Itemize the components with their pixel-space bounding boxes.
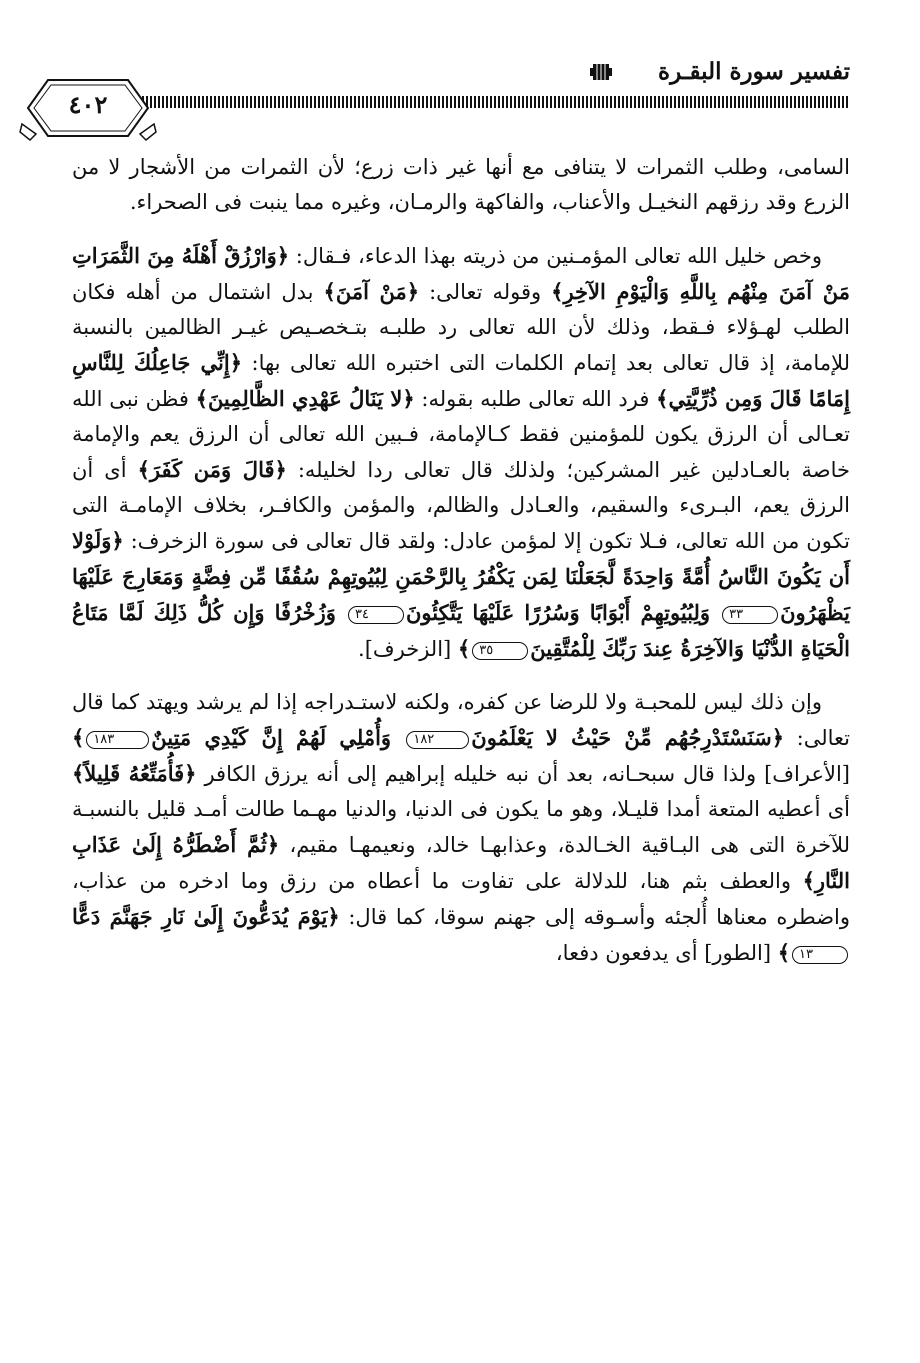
- quran-quote: ﴿يَوْمَ يُدَعُّونَ إِلَىٰ نَارِ جَهَنَّمَ دَعًّا: [72, 904, 340, 929]
- quran-quote: ﴿لا يَنَالُ عَهْدِي الظَّالِمِينَ﴾: [195, 386, 415, 411]
- verse-number: ٣٣: [722, 606, 778, 624]
- paragraph: [72, 685, 850, 971]
- page-body: [72, 150, 850, 989]
- body-text: وإن ذلك ليس للمحبـة ولا للرضا عن كفره، ولكنه لاستـدراجه إذا لم يرشد ويهتد كما قال تعالى:: [72, 690, 851, 750]
- body-text: السامى، وطلب الثمرات لا يتنافى مع أنها غير ذات زرع؛ لأن الثمرات من الأشجار لا من الزرع وقد رزقهم النخيـل والأعناب، والفاكهة والرمـان، وغيره مما ينبت فى الصحراء.: [72, 155, 850, 214]
- quran-quote: ﴿وَلَوْلا أَن يَكُونَ النَّاسُ أُمَّةً وَاحِدَةً لَّجَعَلْنَا لِمَن يَكْفُرُ بِالرَّحْمَنِ لِبُيُوتِهِمْ سُقُفًا مِّن فِضَّةٍ وَمَعَارِجَ عَلَيْهَا يَظْهَرُونَ: [72, 528, 850, 625]
- paragraph: [72, 238, 850, 667]
- quran-quote: ﴿إِنِّي جَاعِلُكَ لِلنَّاسِ إِمَامًا قَالَ وَمِن ذُرِّيَّتِي﴾: [72, 350, 851, 411]
- body-text: [الأعراف] ولذا قال سبحـانه، بعد أن نبه خليله إبراهيم إلى أنه يرزق الكافر: [196, 762, 850, 786]
- quran-quote: وَأُمْلِي لَهُمْ إِنَّ كَيْدِي مَتِينٌ: [151, 725, 405, 750]
- quran-quote: ﴿سَنَسْتَدْرِجُهُم مِّنْ حَيْثُ لا يَعْلَمُونَ: [471, 725, 785, 750]
- quran-quote: وَلِبُيُوتِهِمْ أَبْوَابًا وَسُرُرًا عَلَيْهَا يَتَّكِئُونَ: [405, 600, 721, 625]
- verse-number: ١٣: [792, 946, 848, 964]
- verse-number: ٣٥: [472, 642, 528, 660]
- page-number: ٤٠٢: [68, 90, 108, 119]
- verse-number: ٣٤: [348, 606, 404, 624]
- ornament-icon: [590, 62, 612, 82]
- body-text: [الزخرف].: [358, 637, 458, 661]
- body-text: فظن نبى الله تعـالى أن الرزق يكون للمؤمنين فقط كـالإمامة، فـبين الله تعالى أن الرزق يعم والإمامة خاصة بالعـادلين غير المشركين؛ ولذلك قال تعالى ردا لخليله:: [72, 387, 850, 482]
- quran-quote: ﴿قَالَ وَمَن كَفَرَ﴾: [137, 457, 287, 482]
- body-text: والعطف بثم هنا، للدلالة على تفاوت ما أعطاه من رزق وما ادخره من عذاب، واضطره معناها أُلجئه وأسـوقه إلى جهنم سوقا، كما قال:: [72, 869, 851, 929]
- quran-quote: ﴿فَأُمَتِّعُهُ قَلِيلاً﴾: [72, 761, 197, 786]
- body-text: أى أعطيه المتعة أمدا قليـلا، وهو ما يكون فى الدنيا، والدنيا مهـما طالت أمـد قليل بالنسبـة للآخرة التى هى البـاقية الخـالدة، وعذابهـا خالد، ونعيمهـا مقيم،: [72, 797, 850, 857]
- page-header: [0, 0, 920, 140]
- body-text: [الطور] أى يدفعون دفعا،: [555, 941, 778, 965]
- paragraph: [72, 150, 850, 220]
- body-text: وخص خليل الله تعالى المؤمـنين من ذريته بهذا الدعاء، فـقال:: [289, 244, 823, 268]
- quran-quote: ﴾: [457, 636, 471, 661]
- quran-quote: ﴿ثُمَّ أَضْطَرُّهُ إِلَىٰ عَذَابِ النَّارِ﴾: [72, 832, 850, 893]
- quran-quote: وَزُخْرُفًا وَإِن كُلُّ ذَلِكَ لَمَّا مَتَاعُ الْحَيَاةِ الدُّنْيَا وَالآخِرَةُ عِندَ رَبِّكَ لِلْمُتَّقِينَ: [72, 600, 850, 661]
- body-text: بدل اشتمال من أهله فكان الطلب لهـؤلاء فـقط، وذلك لأن الله تعالى رد طلبـه بتـخصـيص غيـر الظالمين بالنسبة للإمامة، إذ قال تعالى بعد إتمام الكلمات التى اختبره الله تعالى بها:: [72, 280, 850, 375]
- quran-quote: ﴾: [72, 725, 85, 750]
- quran-quote: ﴿مَنْ آمَنَ﴾: [323, 279, 420, 304]
- body-text: أى أن الرزق يعم، البـرىء والسقيم، والعـادل والظالم، والمؤمن والكافـر، بخلاف الإمامـة التى تكون من الله تعالى، فـلا تكون إلا لمؤمن عادل: ولقد قال تعالى فى سورة الزخرف:: [72, 458, 850, 553]
- body-text: وقوله تعالى:: [419, 280, 552, 304]
- body-text: فرد الله تعالى طلبه بقوله:: [414, 387, 657, 411]
- verse-number: ١٨٣: [86, 731, 149, 749]
- quran-quote: ﴿وَارْزُقْ أَهْلَهُ مِنَ الثَّمَرَاتِ مَنْ آمَنَ مِنْهُم بِاللَّهِ وَالْيَوْمِ الآخِرِ﴾: [72, 243, 851, 304]
- header-rule: [58, 96, 848, 108]
- quran-quote: ﴾: [777, 940, 791, 965]
- verse-number: ١٨٢: [406, 731, 469, 749]
- running-title: تفسير سورة البقـرة: [658, 58, 850, 85]
